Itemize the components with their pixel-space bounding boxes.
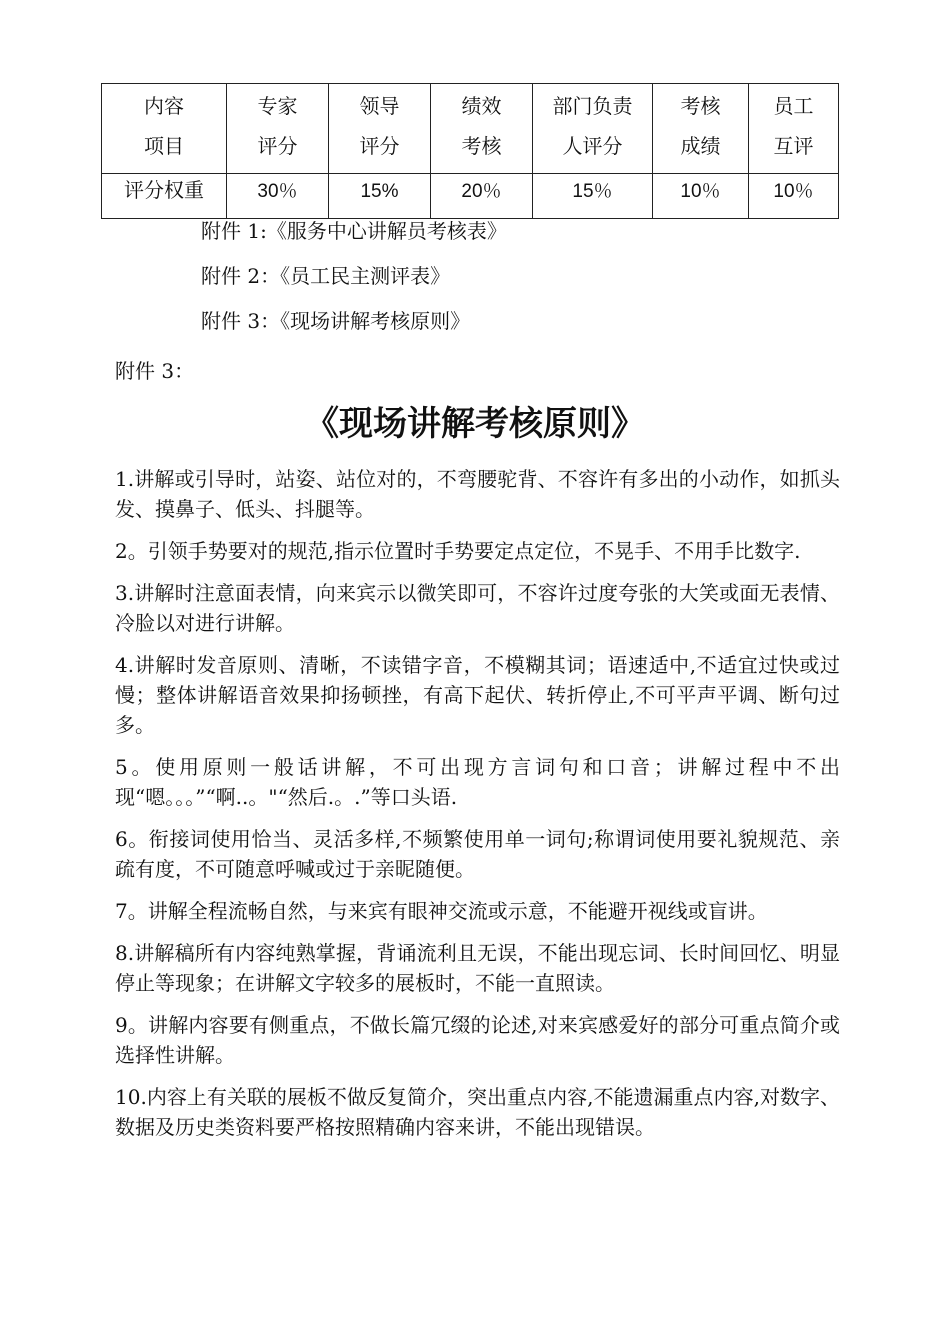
rule-item: 7。讲解全程流畅自然，与来宾有眼神交流或示意，不能避开视线或盲讲。: [115, 899, 768, 923]
attachment-item-1: 附件 1:《服务中心讲解员考核表》: [201, 219, 507, 243]
table-header-row: [102, 84, 839, 174]
rule-item: 1.讲解或引导时，站姿、站位对的，不弯腰驼背、不容许有多出的小动作，如抓头发、摸鼻子、低头、抖腿等。: [115, 467, 840, 521]
rule-item: 2。引领手势要对的规范,指示位置时手势要定点定位，不晃手、不用手比数字.: [115, 539, 801, 563]
weight-cell-peer-review: 10％: [749, 174, 839, 219]
weight-row-label: 评分权重: [102, 174, 227, 219]
weight-cell-exam-score: 10％: [653, 174, 749, 219]
rule-item: 9。讲解内容要有侧重点，不做长篇冗缀的论述,对来宾感爱好的部分可重点简介或选择性讲解。: [115, 1013, 840, 1067]
weight-cell-dept-head: 15％: [533, 174, 653, 219]
attachment-item-2: 附件 2：《员工民主测评表》: [201, 264, 451, 288]
attachment-item-3: 附件 3：《现场讲解考核原则》: [201, 309, 471, 333]
rules-list: [115, 464, 840, 1154]
score-weight-table: [101, 83, 839, 219]
rule-item: 5。使用原则一般话讲解，不可出现方言词句和口音；讲解过程中不出现“嗯。。。”“啊..。"“然后.。.”等口头语.: [115, 755, 840, 809]
weight-cell-leader: 15%: [329, 174, 431, 219]
header-cell-content-item: 内容 项目: [102, 84, 227, 174]
rule-item: 10.内容上有关联的展板不做反复简介，突出重点内容,不能遗漏重点内容,对数字、数据及历史类资料要严格按照精确内容来讲，不能出现错误。: [115, 1085, 840, 1139]
rule-item: 6。衔接词使用恰当、灵活多样,不频繁使用单一词句;称谓词使用要礼貌规范、亲疏有度，不可随意呼喊或过于亲昵随便。: [115, 827, 840, 881]
header-cell-performance: 绩效 考核: [431, 84, 533, 174]
rule-item: 4.讲解时发音原则、清晰，不读错字音，不模糊其词；语速适中,不适宜过快或过慢；整体讲解语音效果抑扬顿挫，有高下起伏、转折停止,不可平声平调、断句过多。: [115, 653, 840, 737]
rule-item: 3.讲解时注意面表情，向来宾示以微笑即可，不容许过度夸张的大笑或面无表情、冷脸以对进行讲解。: [115, 581, 840, 635]
header-cell-peer-review: 员工 互评: [749, 84, 839, 174]
section-label: 附件 3：: [115, 359, 195, 383]
header-cell-leader: 领导 评分: [329, 84, 431, 174]
rule-item: 8.讲解稿所有内容纯熟掌握，背诵流利且无误，不能出现忘词、长时间回忆、明显停止等现象；在讲解文字较多的展板时，不能一直照读。: [115, 941, 840, 995]
header-cell-dept-head: 部门负责 人评分: [533, 84, 653, 174]
weight-cell-performance: 20％: [431, 174, 533, 219]
header-cell-expert: 专家 评分: [227, 84, 329, 174]
weight-cell-expert: 30％: [227, 174, 329, 219]
table-weight-row: [102, 174, 839, 219]
header-cell-exam-score: 考核 成绩: [653, 84, 749, 174]
page-title: 《现场讲解考核原则》: [305, 404, 645, 444]
